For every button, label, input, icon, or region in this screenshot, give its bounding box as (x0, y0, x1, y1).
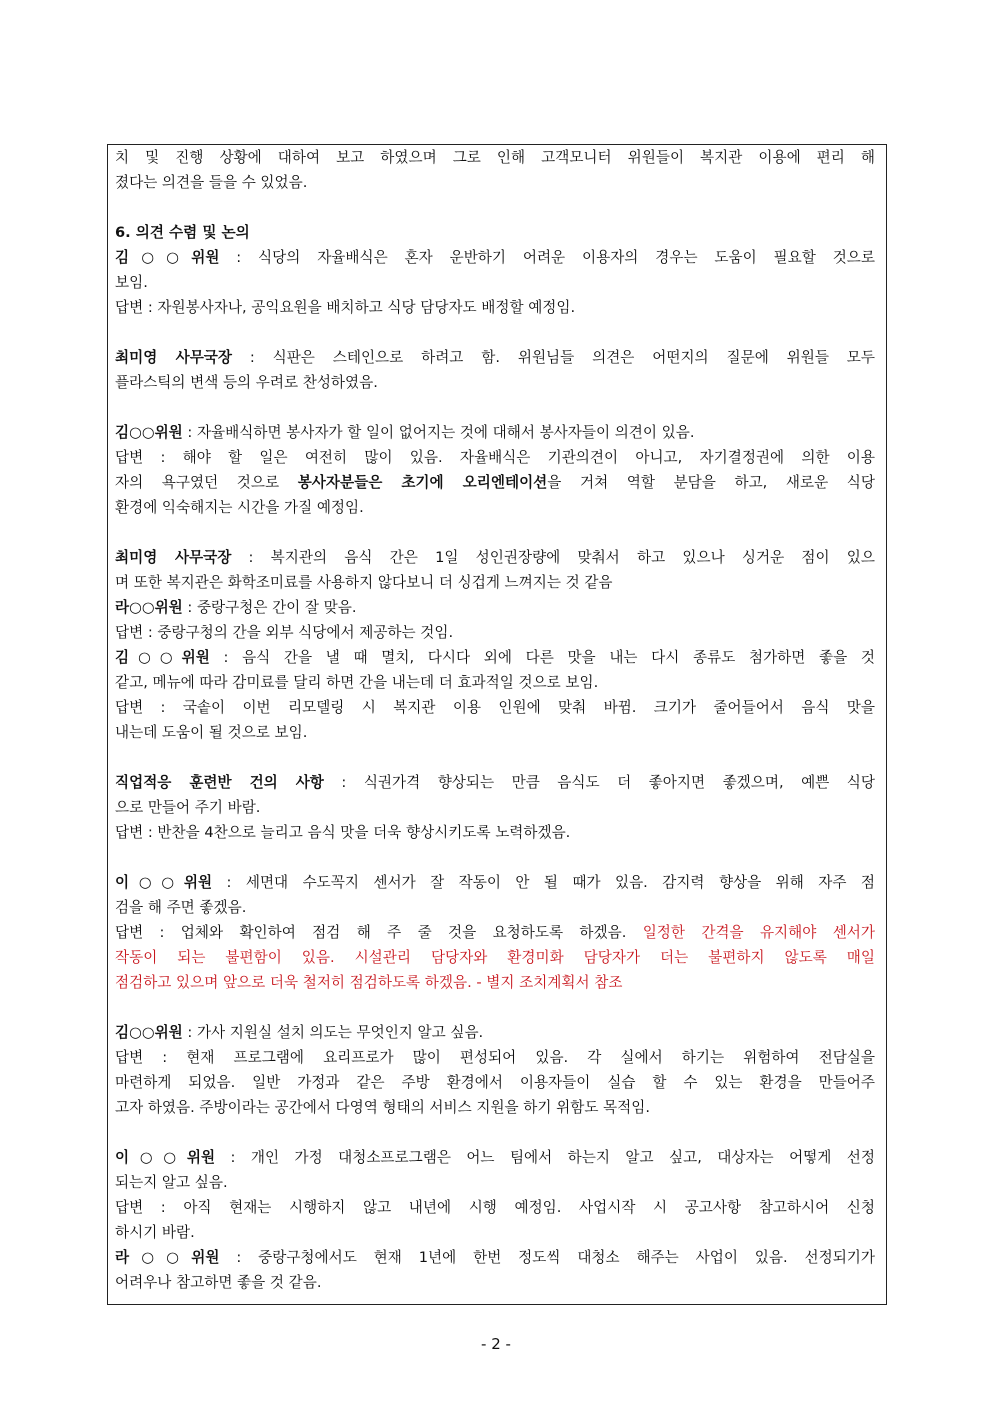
text-segment: 답변 : 자원봉사자나, 공익요원을 배치하고 식당 담당자도 배정할 예정임. (115, 299, 576, 316)
text-line (115, 645, 875, 670)
text-segment: 보임. (115, 274, 148, 291)
text-segment: 내는데 도움이 될 것으로 보임. (115, 724, 308, 741)
bold-text: 직업적응 훈련반 건의 사항 (115, 774, 324, 791)
bold-text: 이○○위원 (115, 874, 213, 891)
text-line (115, 1170, 875, 1195)
text-line (115, 795, 875, 820)
blank-line (115, 320, 875, 345)
text-line (115, 945, 875, 970)
text-segment: : 개인 가정 대청소프로그램은 어느 팀에서 하는지 알고 싶고, 대상자는 어떻게 선정 (215, 1149, 875, 1166)
text-line (115, 670, 875, 695)
text-segment: 되는지 알고 싶음. (115, 1174, 228, 1191)
text-segment: 마련하게 되었음. 일반 가정과 같은 주방 환경에서 이용자들이 실습 할 수 있는 환경을 만들어주 (115, 1074, 875, 1091)
text-line (115, 145, 875, 170)
text-line (115, 245, 875, 270)
text-line (115, 1020, 875, 1045)
text-line (115, 870, 875, 895)
bold-text: 라○○위원 (115, 1249, 220, 1266)
text-segment: 답변 : 국솥이 이번 리모델링 시 복지관 이용 인원에 맞춰 바뀜. 크기가 줄어들어서 음식 맛을 (115, 699, 875, 716)
bold-text: 봉사자분들은 초기에 오리엔테이션 (297, 474, 548, 491)
text-line (115, 1095, 875, 1120)
text-segment: 답변 : 해야 할 일은 여전히 많이 있음. 자율배식은 기관의견이 아니고, 자기결정권에 의한 이용 (115, 449, 875, 466)
text-line (115, 545, 875, 570)
bold-text: 6. 의견 수렴 및 논의 (115, 224, 250, 241)
text-line (115, 295, 875, 320)
blank-line (115, 395, 875, 420)
text-segment: : 식당의 자율배식은 혼자 운반하기 어려운 이용자의 경우는 도움이 필요할 것으로 (219, 249, 875, 266)
text-line (115, 920, 875, 945)
text-line (115, 470, 875, 495)
blank-line (115, 1120, 875, 1145)
text-line (115, 895, 875, 920)
text-line (115, 570, 875, 595)
text-segment: 며 또한 복지관은 화학조미료를 사용하지 않다보니 더 싱겁게 느껴지는 것 같음 (115, 574, 613, 591)
page-number: - 2 - (481, 1335, 511, 1353)
text-segment: : 중랑구청은 간이 잘 맞음. (182, 599, 357, 616)
bold-text: 라○○위원 (115, 599, 183, 616)
text-line (115, 595, 875, 620)
highlighted-text: 작동이 되는 불편함이 있음. 시설관리 담당자와 환경미화 담당자가 더는 불편하지 않도록 매일 (115, 949, 875, 966)
text-segment: 하시기 바람. (115, 1224, 195, 1241)
text-line (115, 420, 875, 445)
text-line (115, 1270, 875, 1295)
text-segment: 을 거쳐 역할 분담을 하고, 새로운 식당 (547, 474, 875, 491)
highlighted-text: 일정한 간격을 유지해야 센서가 (642, 924, 875, 941)
text-line (115, 495, 875, 520)
text-line (115, 1145, 875, 1170)
text-segment: : 식권가격 향상되는 만큼 음식도 더 좋아지면 좋겠으며, 예쁜 식당 (323, 774, 875, 791)
bold-text: 최미영 사무국장 (115, 349, 232, 366)
text-segment: : 중랑구청에서도 현재 1년에 한번 정도씩 대청소 해주는 사업이 있음. 선정되기가 (219, 1249, 875, 1266)
bold-text: 이○○위원 (115, 1149, 216, 1166)
text-segment: 답변 : 중랑구청의 간을 외부 식당에서 제공하는 것임. (115, 624, 454, 641)
text-segment: : 세면대 수도꼭지 센서가 잘 작동이 안 될 때가 있음. 감지력 향상을 위해 자주 점 (212, 874, 875, 891)
blank-line (115, 520, 875, 545)
text-line (115, 1245, 875, 1270)
text-line (115, 445, 875, 470)
text-segment: 답변 : 반찬을 4찬으로 늘리고 음식 맛을 더욱 향상시키도록 노력하겠음. (115, 824, 571, 841)
text-segment: 답변 : 현재 프로그램에 요리프로가 많이 편성되어 있음. 각 실에서 하기는 위험하여 전담실을 (115, 1049, 875, 1066)
bold-text: 김○○위원 (115, 649, 210, 666)
text-line (115, 1220, 875, 1245)
text-line (115, 220, 875, 245)
text-line (115, 1045, 875, 1070)
text-segment: : 자율배식하면 봉사자가 할 일이 없어지는 것에 대해서 봉사자들이 의견이 있음. (182, 424, 695, 441)
text-segment: : 가사 지원실 설치 의도는 무엇인지 알고 싶음. (182, 1024, 484, 1041)
text-line (115, 970, 875, 995)
text-segment: 어려우나 참고하면 좋을 것 같음. (115, 1274, 322, 1291)
text-line (115, 370, 875, 395)
bold-text: 최미영 사무국장 (115, 549, 232, 566)
text-segment: 자의 욕구였던 것으로 (115, 474, 298, 491)
text-line (115, 770, 875, 795)
text-segment: 같고, 메뉴에 따라 감미료를 달리 하면 간을 내는데 더 효과적일 것으로 보임. (115, 674, 599, 691)
document-body (115, 145, 875, 1295)
text-line (115, 170, 875, 195)
blank-line (115, 195, 875, 220)
text-segment: 검을 해 주면 좋겠음. (115, 899, 247, 916)
text-segment: 졌다는 의견을 들을 수 있었음. (115, 174, 308, 191)
text-line (115, 270, 875, 295)
text-line (115, 1070, 875, 1095)
bold-text: 김○○위원 (115, 249, 220, 266)
text-line (115, 620, 875, 645)
text-segment: 환경에 익숙해지는 시간을 가질 예정임. (115, 499, 364, 516)
text-line (115, 345, 875, 370)
blank-line (115, 745, 875, 770)
text-segment: 답변 : 업체와 확인하여 점검 해 주 줄 것을 요청하도록 하겠음. (115, 924, 643, 941)
text-segment: : 복지관의 음식 간은 1일 성인권장량에 맞춰서 하고 있으나 싱거운 점이 있으 (231, 549, 875, 566)
text-line (115, 720, 875, 745)
text-segment: 고자 하였음. 주방이라는 공간에서 다영역 형태의 서비스 지원을 하기 위함도 목적임. (115, 1099, 650, 1116)
text-line (115, 820, 875, 845)
text-segment: 으로 만들어 주기 바람. (115, 799, 261, 816)
highlighted-text: 점검하고 있으며 앞으로 더욱 철저히 점검하도록 하겠음. - 별지 조치계획서 참조 (115, 974, 623, 991)
text-segment: 답변 : 아직 현재는 시행하지 않고 내년에 시행 예정임. 사업시작 시 공고사항 참고하시어 신청 (115, 1199, 875, 1216)
bold-text: 김○○위원 (115, 1024, 183, 1041)
blank-line (115, 845, 875, 870)
text-segment: : 음식 간을 낼 때 멸치, 다시다 외에 다른 맛을 내는 다시 종류도 첨가하면 좋을 것 (209, 649, 875, 666)
text-segment: 치 및 진행 상황에 대하여 보고 하였으며 그로 인해 고객모니터 위원들이 복지관 이용에 편리 해 (115, 149, 875, 166)
text-line (115, 1195, 875, 1220)
text-segment: : 식판은 스테인으로 하려고 함. 위원님들 의견은 어떤지의 질문에 위원들 모두 (231, 349, 875, 366)
bold-text: 김○○위원 (115, 424, 183, 441)
text-segment: 플라스틱의 변색 등의 우려로 찬성하였음. (115, 374, 378, 391)
text-line (115, 695, 875, 720)
blank-line (115, 995, 875, 1020)
